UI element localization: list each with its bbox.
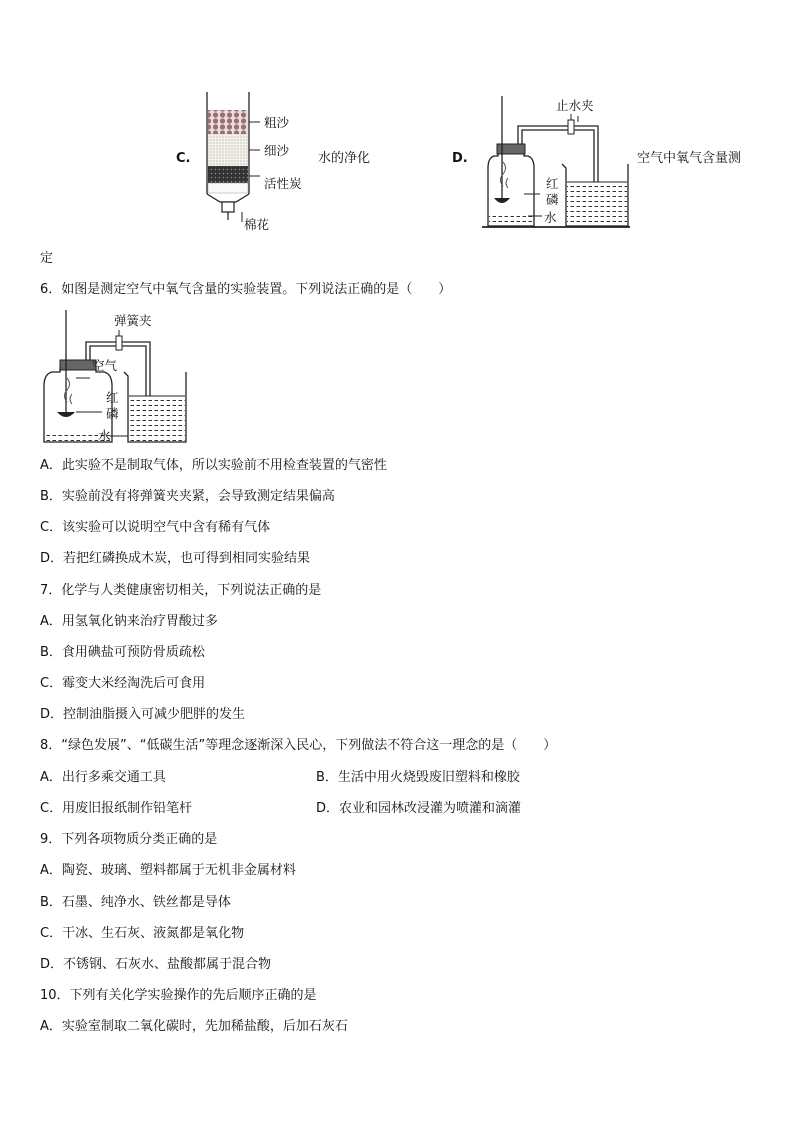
question-10-stem: 10．下列有关化学实验操作的先后顺序正确的是: [40, 988, 317, 1003]
question-7-option-a: A．用氢氧化钠来治疗胃酸过多: [40, 614, 218, 629]
label-cotton: 棉花: [244, 217, 270, 232]
option-d-letter: D.: [452, 151, 468, 166]
oxygen-measure-figure-d: [480, 94, 632, 234]
option-d-text: 空气中氧气含量测: [637, 151, 742, 166]
question-10-option-a: A．实验室制取二氧化碳时，先加稀盐酸，后加石灰石: [40, 1019, 348, 1034]
option-c-letter: C.: [176, 151, 191, 166]
label-red-phosphorus-2: 磷: [546, 192, 559, 207]
question-8-option-a: A．出行多乘交通工具: [40, 770, 166, 785]
question-8-option-c: C．用废旧报纸制作铅笔杆: [40, 801, 193, 816]
water-filter-diagram: [198, 88, 308, 238]
question-8-option-d: D．农业和园林改浸灌为喷灌和滴灌: [316, 801, 522, 816]
question-7-option-d: D．控制油脂摄入可减少肥胖的发生: [40, 707, 246, 722]
question-6-option-b: B．实验前没有将弹簧夹夹紧，会导致测定结果偏高: [40, 489, 335, 504]
question-6-option-c: C．该实验可以说明空气中含有稀有气体: [40, 520, 271, 535]
option-c-text: 水的净化: [318, 151, 371, 166]
label-air: 空气: [92, 358, 118, 373]
oxygen-measure-figure-q6: [40, 308, 190, 446]
label-red-phosphorus-1: 红: [546, 176, 559, 191]
question-9-option-d: D．不锈钢、石灰水、盐酸都属于混合物: [40, 957, 272, 972]
label-red-phosphorus-q6-2: 磷: [106, 406, 119, 421]
question-7-option-b: B．食用碘盐可预防骨质疏松: [40, 645, 205, 660]
water-filter-figure: [198, 88, 308, 238]
option-d-text-continued: 定: [40, 251, 54, 266]
label-water: 水: [544, 210, 557, 225]
question-7-stem: 7．化学与人类健康密切相关，下列说法正确的是: [40, 583, 322, 598]
question-8-option-b: B．生活中用火烧毁废旧塑料和橡胶: [316, 770, 520, 785]
label-red-phosphorus-q6-1: 红: [106, 390, 119, 405]
question-7-option-c: C．霉变大米经淘洗后可食用: [40, 676, 206, 691]
question-6-option-d: D．若把红磷换成木炭，也可得到相同实验结果: [40, 551, 311, 566]
question-6-option-a: A．此实验不是制取气体，所以实验前不用检查装置的气密性: [40, 458, 387, 473]
label-fine-sand: 细沙: [264, 143, 290, 158]
label-coarse-sand: 粗沙: [264, 115, 290, 130]
label-water-q6: 水: [98, 428, 111, 443]
question-6-stem: 6．如图是测定空气中氧气含量的实验装置。下列说法正确的是（ ）: [40, 282, 452, 297]
label-stop-clamp: 止水夹: [556, 98, 594, 113]
question-9-stem: 9．下列各项物质分类正确的是: [40, 832, 218, 847]
question-9-option-c: C．干冰、生石灰、液氮都是氧化物: [40, 926, 245, 941]
label-activated-carbon: 活性炭: [264, 176, 302, 191]
label-spring-clamp: 弹簧夹: [114, 313, 152, 328]
question-8-stem: 8．“绿色发展”、“低碳生活”等理念逐渐深入民心，下列做法不符合这一理念的是（ ）: [40, 738, 557, 753]
question-9-option-b: B．石墨、纯净水、铁丝都是导体: [40, 895, 231, 910]
question-9-option-a: A．陶瓷、玻璃、塑料都属于无机非金属材料: [40, 863, 296, 878]
